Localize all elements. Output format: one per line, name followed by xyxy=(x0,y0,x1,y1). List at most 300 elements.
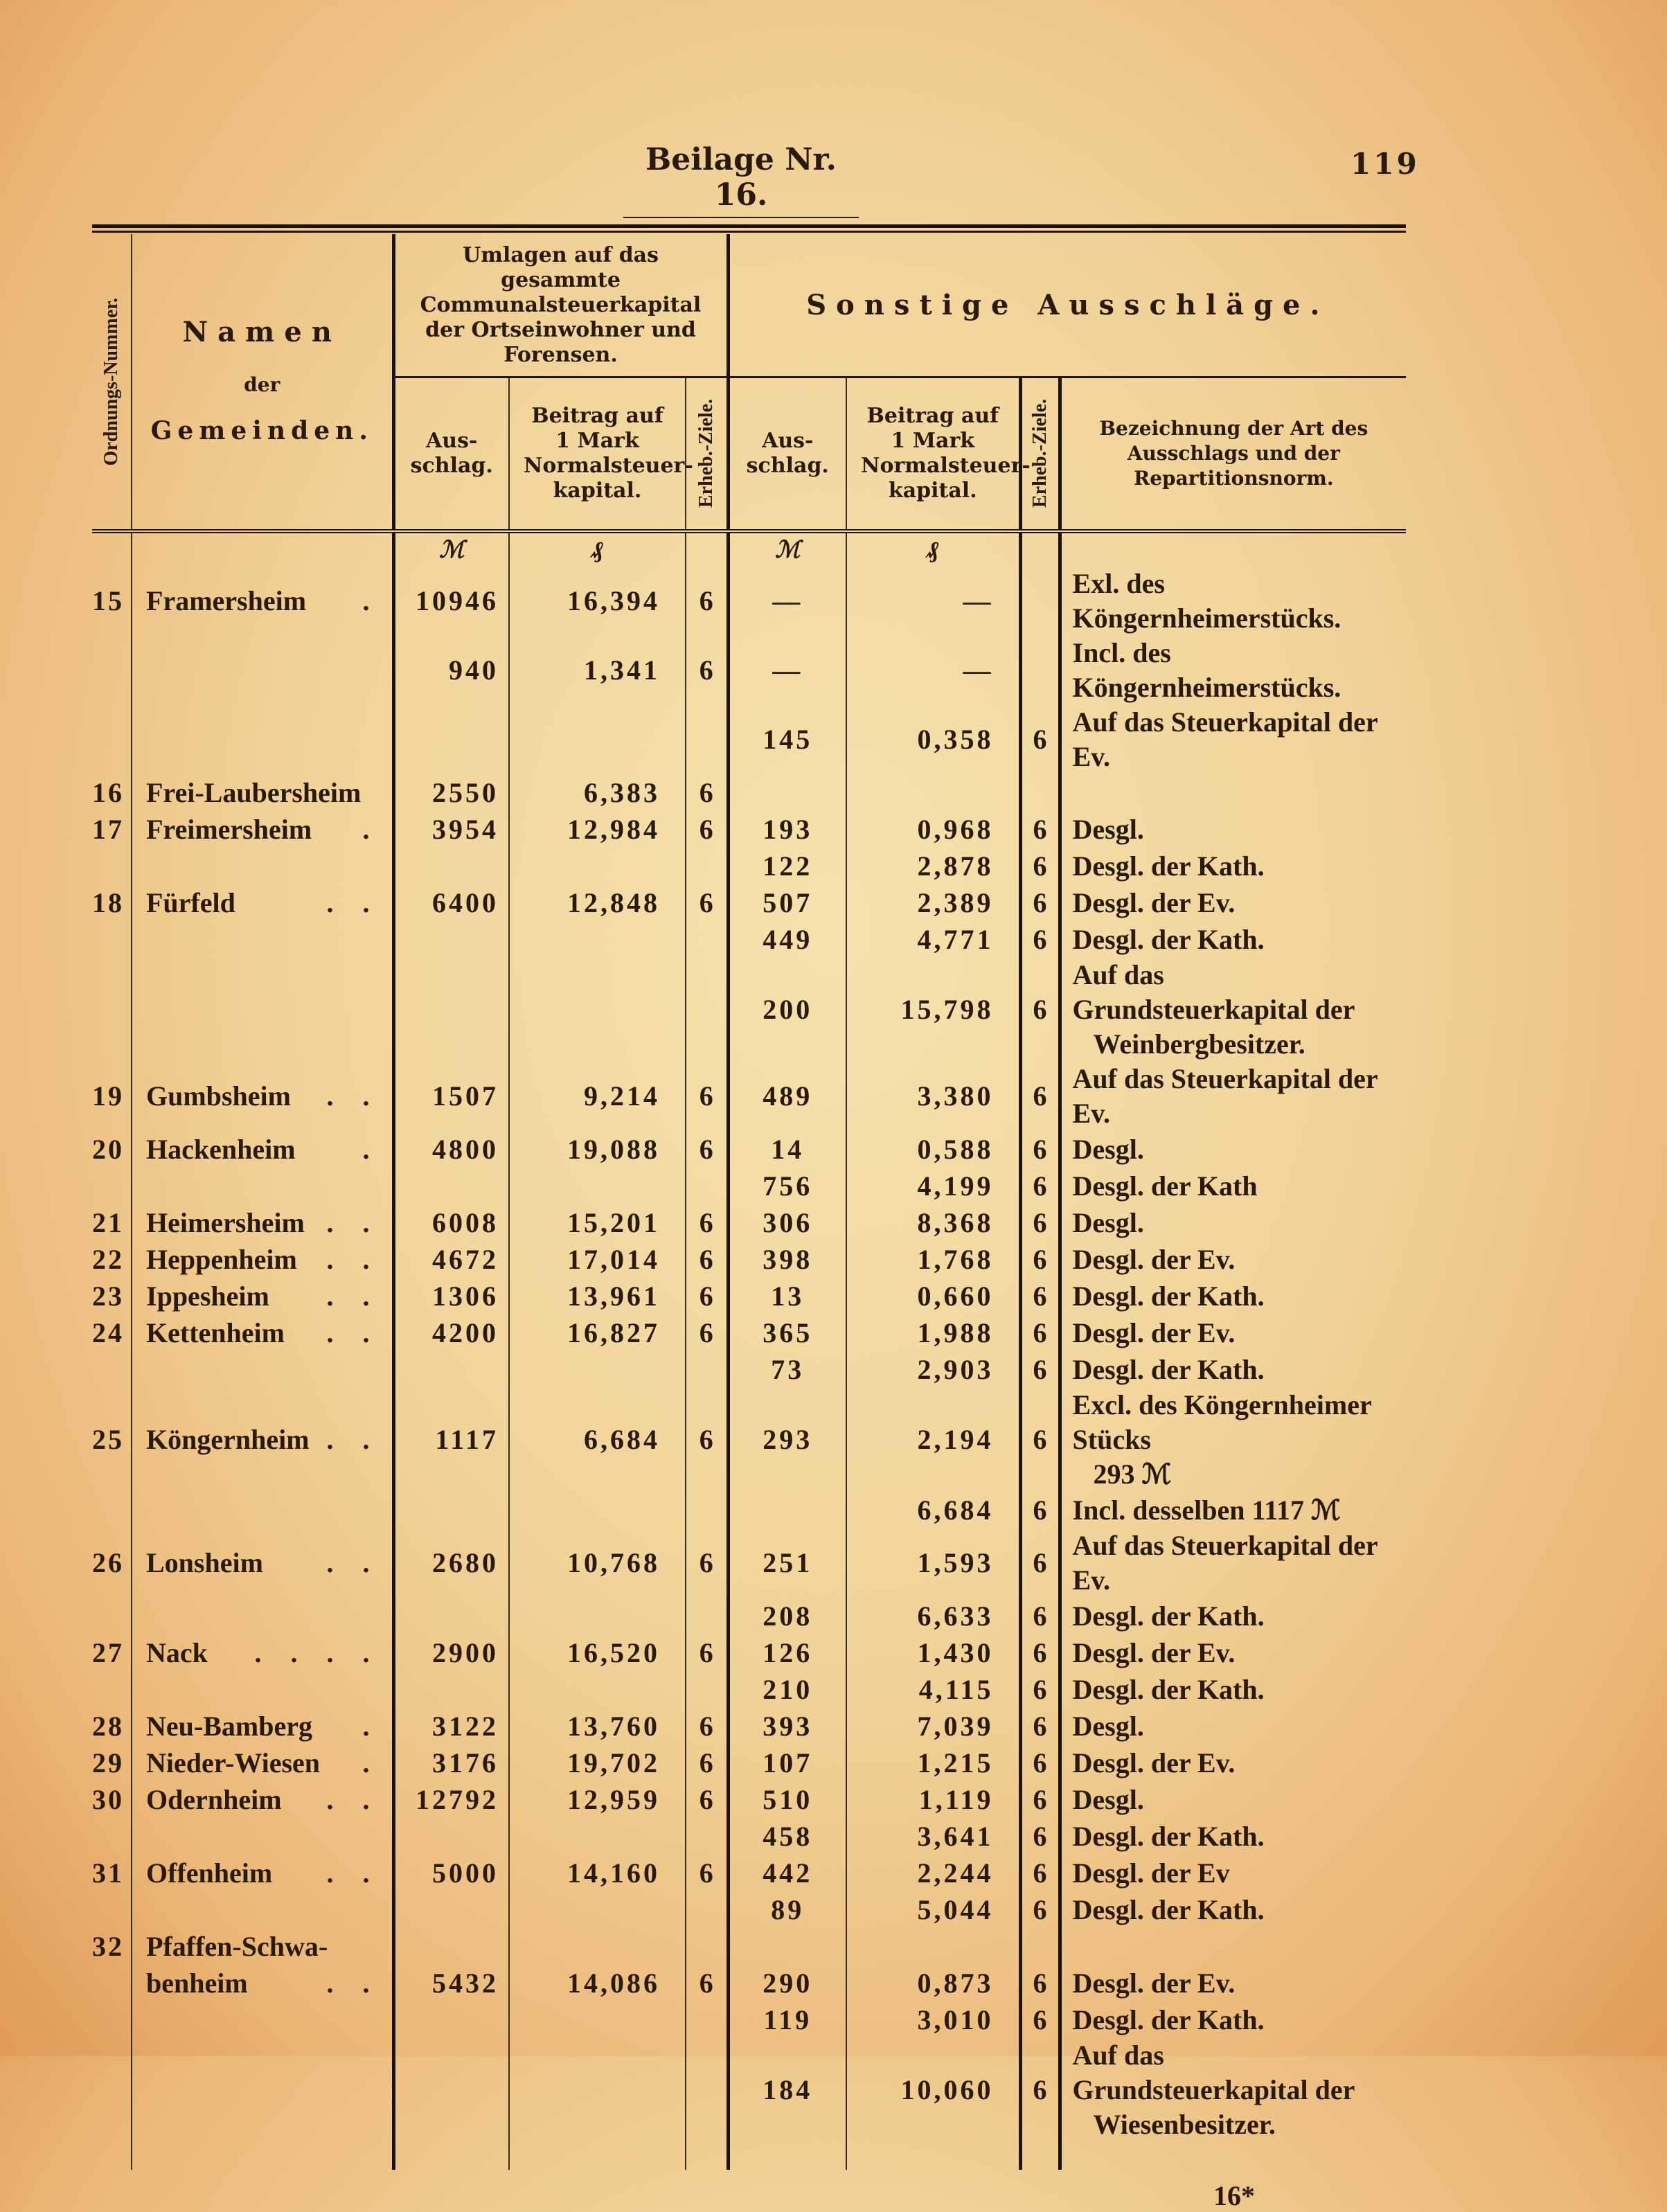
description-line: Desgl. der Kath. xyxy=(1072,923,1265,955)
bezeichnung xyxy=(1060,958,1406,1062)
table-row xyxy=(92,705,1406,774)
municipality-name xyxy=(132,2038,393,2142)
sonstige-ausschlag: 489 xyxy=(728,1062,846,1131)
table-row xyxy=(92,1781,1406,1818)
row-number: 16 xyxy=(92,774,132,811)
description-line: Desgl. der Kath. xyxy=(1072,1280,1265,1312)
assessment-table xyxy=(92,234,1406,2170)
table-row xyxy=(92,1818,1406,1855)
sonstige-beitrag: 0,358 xyxy=(846,705,1020,774)
umlage-erheb-ziele: 6 xyxy=(686,636,728,705)
dot-leader: . . xyxy=(326,1857,381,1889)
dot-leader: . . xyxy=(326,1206,381,1238)
sonstige-ausschlag: 398 xyxy=(728,1241,846,1278)
bezeichnung xyxy=(1060,1131,1406,1168)
row-number: 26 xyxy=(92,1528,132,1598)
name-text: Fürfeld xyxy=(146,886,235,918)
umlage-erheb-ziele xyxy=(686,848,728,884)
sonstige-erheb-ziele: 6 xyxy=(1020,811,1060,848)
municipality-name xyxy=(132,774,393,811)
table-row xyxy=(92,1891,1406,1928)
umlage-erheb-ziele xyxy=(686,921,728,958)
municipality-name xyxy=(132,1634,393,1671)
sonstige-erheb-ziele: 6 xyxy=(1020,1062,1060,1131)
description-line: Desgl. xyxy=(1072,1783,1144,1815)
umlage-beitrag: 6,684 xyxy=(509,1388,686,1492)
sonstige-beitrag: 4,771 xyxy=(846,921,1020,958)
municipality-name xyxy=(132,1168,393,1204)
sonstige-ausschlag: 13 xyxy=(728,1278,846,1314)
municipality-name xyxy=(132,1492,393,1528)
row-number: 23 xyxy=(92,1278,132,1314)
sonstige-beitrag: 0,588 xyxy=(846,1131,1020,1168)
umlage-beitrag: 16,520 xyxy=(509,1634,686,1671)
umlage-erheb-ziele: 6 xyxy=(686,811,728,848)
sonstige-ausschlag: 119 xyxy=(728,2001,846,2038)
umlage-erheb-ziele: 6 xyxy=(686,1781,728,1818)
sonstige-ausschlag xyxy=(728,774,846,811)
dot-leader: . . xyxy=(326,1783,381,1815)
bezeichnung xyxy=(1060,1671,1406,1708)
name-text: Framersheim xyxy=(146,585,307,616)
bezeichnung xyxy=(1060,1745,1406,1781)
name-text: Lonsheim xyxy=(146,1547,263,1578)
row-number xyxy=(92,2001,132,2038)
sonstige-ausschlag: 208 xyxy=(728,1598,846,1634)
dot-leader: . . xyxy=(326,1547,381,1578)
table-row xyxy=(92,1204,1406,1241)
sonstige-ausschlag: 507 xyxy=(728,884,846,921)
row-number xyxy=(92,1351,132,1388)
sonstige-erheb-ziele: 6 xyxy=(1020,1671,1060,1708)
unit-mark: ℳ xyxy=(728,531,846,567)
sonstige-beitrag: 6,633 xyxy=(846,1598,1020,1634)
table-row xyxy=(92,1671,1406,1708)
bezeichnung xyxy=(1060,1818,1406,1855)
municipality-name xyxy=(132,1745,393,1781)
description-line: Incl. des Köngernheimerstücks. xyxy=(1072,637,1341,703)
name-text: Pfaffen-Schwa- xyxy=(146,1930,328,1962)
table-row xyxy=(92,1278,1406,1314)
description-line: Desgl. der Ev. xyxy=(1072,1747,1236,1778)
umlage-erheb-ziele xyxy=(686,1818,728,1855)
row-number: 21 xyxy=(92,1204,132,1241)
table-row xyxy=(92,1708,1406,1745)
municipality-name xyxy=(132,884,393,921)
bezeichnung xyxy=(1060,1634,1406,1671)
municipality-name xyxy=(132,2001,393,2038)
name-text: Odernheim xyxy=(146,1783,282,1815)
top-rule-thin xyxy=(92,231,1406,233)
umlage-beitrag xyxy=(509,2038,686,2142)
sonstige-beitrag: 2,244 xyxy=(846,1855,1020,1891)
sonstige-beitrag: 2,389 xyxy=(846,884,1020,921)
row-number: 30 xyxy=(92,1781,132,1818)
municipality-name xyxy=(132,636,393,705)
umlage-erheb-ziele xyxy=(686,705,728,774)
umlage-ausschlag xyxy=(393,1818,509,1855)
table-row xyxy=(92,1314,1406,1351)
umlage-beitrag xyxy=(509,1891,686,1928)
description-line: Desgl. xyxy=(1072,1206,1144,1238)
umlage-ausschlag xyxy=(393,1492,509,1528)
name-text: Heimersheim xyxy=(146,1206,305,1238)
description-line: Desgl. xyxy=(1072,813,1144,845)
table-row xyxy=(92,1928,1406,1965)
row-number: 29 xyxy=(92,1745,132,1781)
sonstige-beitrag xyxy=(846,1928,1020,1965)
sonstige-ausschlag: 510 xyxy=(728,1781,846,1818)
sonstige-ausschlag: 756 xyxy=(728,1168,846,1204)
name-text: Gumbsheim xyxy=(146,1080,291,1112)
umlage-ausschlag xyxy=(393,1351,509,1388)
description-line: Weinbergbesitzer. xyxy=(1093,1028,1305,1060)
municipality-name xyxy=(132,1241,393,1278)
umlage-ausschlag xyxy=(393,705,509,774)
umlage-erheb-ziele: 6 xyxy=(686,1388,728,1492)
row-number xyxy=(92,705,132,774)
umlage-beitrag xyxy=(509,958,686,1062)
row-number xyxy=(92,958,132,1062)
umlage-beitrag xyxy=(509,1671,686,1708)
sonstige-erheb-ziele: 6 xyxy=(1020,2001,1060,2038)
bezeichnung xyxy=(1060,811,1406,848)
sonstige-ausschlag: 200 xyxy=(728,958,846,1062)
sonstige-ausschlag: 89 xyxy=(728,1891,846,1928)
municipality-name xyxy=(132,1528,393,1598)
description-line: Excl. des Köngernheimer Stücks xyxy=(1072,1389,1371,1455)
unit-cell xyxy=(1060,531,1406,567)
umlage-erheb-ziele xyxy=(686,1891,728,1928)
table-row xyxy=(92,1062,1406,1131)
umlage-ausschlag: 1507 xyxy=(393,1062,509,1131)
umlage-ausschlag xyxy=(393,2038,509,2142)
sonstige-ausschlag xyxy=(728,1928,846,1965)
unit-cell xyxy=(92,531,132,567)
umlage-ausschlag: 5432 xyxy=(393,1965,509,2001)
sonstige-beitrag: 0,968 xyxy=(846,811,1020,848)
sonstige-erheb-ziele: 6 xyxy=(1020,1204,1060,1241)
umlage-ausschlag xyxy=(393,958,509,1062)
umlage-beitrag: 12,959 xyxy=(509,1781,686,1818)
sonstige-beitrag: 7,039 xyxy=(846,1708,1020,1745)
description-line: Desgl. der Kath. xyxy=(1072,1353,1265,1385)
row-number xyxy=(92,636,132,705)
sonstige-erheb-ziele: 6 xyxy=(1020,1314,1060,1351)
unit-pfennig: ₰ xyxy=(509,531,686,567)
municipality-name xyxy=(132,705,393,774)
row-number xyxy=(92,1891,132,1928)
sonstige-ausschlag: — xyxy=(728,636,846,705)
row-number xyxy=(92,1492,132,1528)
table-row xyxy=(92,1745,1406,1781)
name-text: Neu-Bamberg xyxy=(146,1710,312,1742)
sonstige-erheb-ziele: 6 xyxy=(1020,1168,1060,1204)
umlage-ausschlag xyxy=(393,2001,509,2038)
table-row xyxy=(92,567,1406,636)
top-rule xyxy=(92,224,1406,228)
dot-leader: . . xyxy=(326,1243,381,1275)
sonstige-beitrag: 2,903 xyxy=(846,1351,1020,1388)
umlage-beitrag: 14,086 xyxy=(509,1965,686,2001)
umlage-beitrag: 19,702 xyxy=(509,1745,686,1781)
dot-leader: . . xyxy=(326,1967,381,1999)
sonstige-ausschlag: 210 xyxy=(728,1671,846,1708)
umlage-erheb-ziele xyxy=(686,1168,728,1204)
umlage-beitrag: 13,760 xyxy=(509,1708,686,1745)
bezeichnung xyxy=(1060,2001,1406,2038)
row-number xyxy=(92,2038,132,2142)
row-number: 19 xyxy=(92,1062,132,1131)
table-row xyxy=(92,1131,1406,1168)
description-line: Wiesenbesitzer. xyxy=(1093,2109,1276,2140)
sonstige-ausschlag: 365 xyxy=(728,1314,846,1351)
unit-cell xyxy=(686,531,728,567)
sonstige-beitrag: 4,199 xyxy=(846,1168,1020,1204)
umlage-ausschlag: 4800 xyxy=(393,1131,509,1168)
sonstige-ausschlag: 145 xyxy=(728,705,846,774)
unit-pfennig: ₰ xyxy=(846,531,1020,567)
table-row xyxy=(92,1168,1406,1204)
table-row xyxy=(92,1598,1406,1634)
sonstige-beitrag: 6,684 xyxy=(846,1492,1020,1528)
umlage-ausschlag xyxy=(393,1598,509,1634)
municipality-name xyxy=(132,1928,393,1965)
municipality-name xyxy=(132,1388,393,1492)
bezeichnung xyxy=(1060,1891,1406,1928)
umlage-beitrag: 16,394 xyxy=(509,567,686,636)
umlage-ausschlag: 2550 xyxy=(393,774,509,811)
municipality-name xyxy=(132,1598,393,1634)
sonstige-erheb-ziele: 6 xyxy=(1020,1781,1060,1818)
row-number: 17 xyxy=(92,811,132,848)
table-row xyxy=(92,1965,1406,2001)
bezeichnung xyxy=(1060,636,1406,705)
sonstige-erheb-ziele xyxy=(1020,774,1060,811)
umlage-erheb-ziele xyxy=(686,1928,728,1965)
row-number: 31 xyxy=(92,1855,132,1891)
umlage-beitrag xyxy=(509,1351,686,1388)
row-number: 15 xyxy=(92,567,132,636)
name-text: Ippesheim xyxy=(146,1280,269,1312)
description-line: Auf das Grundsteuerkapital der xyxy=(1072,959,1355,1025)
table-row xyxy=(92,1528,1406,1598)
sonstige-beitrag xyxy=(846,774,1020,811)
table-row xyxy=(92,958,1406,1062)
table-row xyxy=(92,1855,1406,1891)
umlage-erheb-ziele: 6 xyxy=(686,1278,728,1314)
umlage-beitrag xyxy=(509,921,686,958)
umlage-beitrag: 14,160 xyxy=(509,1855,686,1891)
description-line: Desgl. der Ev. xyxy=(1072,1243,1236,1275)
sonstige-erheb-ziele: 6 xyxy=(1020,1855,1060,1891)
bezeichnung xyxy=(1060,1388,1406,1492)
description-line: Desgl. der Kath. xyxy=(1072,2004,1265,2035)
description-line: Desgl. xyxy=(1072,1133,1144,1165)
sonstige-erheb-ziele: 6 xyxy=(1020,1891,1060,1928)
sonstige-ausschlag: 442 xyxy=(728,1855,846,1891)
umlage-beitrag xyxy=(509,1928,686,1965)
description-line: Desgl. der Kath. xyxy=(1072,1893,1265,1925)
sonstige-erheb-ziele: 6 xyxy=(1020,1131,1060,1168)
umlage-erheb-ziele xyxy=(686,1671,728,1708)
row-number xyxy=(92,1598,132,1634)
name-text: Frei-Laubersheim xyxy=(146,776,362,808)
header-beitrag-1: Beitrag auf 1 Mark Normalsteuer- kapital. xyxy=(509,377,686,532)
umlage-beitrag xyxy=(509,1168,686,1204)
umlage-ausschlag: 4672 xyxy=(393,1241,509,1278)
dot-leader: . xyxy=(362,1133,381,1165)
bezeichnung xyxy=(1060,1528,1406,1598)
umlage-ausschlag: 1306 xyxy=(393,1278,509,1314)
bezeichnung xyxy=(1060,1708,1406,1745)
bezeichnung xyxy=(1060,1062,1406,1131)
sonstige-ausschlag: 184 xyxy=(728,2038,846,2142)
umlage-ausschlag: 3176 xyxy=(393,1745,509,1781)
sonstige-erheb-ziele: 6 xyxy=(1020,1388,1060,1492)
bezeichnung xyxy=(1060,567,1406,636)
sonstige-erheb-ziele: 6 xyxy=(1020,1634,1060,1671)
umlage-beitrag: 19,088 xyxy=(509,1131,686,1168)
umlage-ausschlag: 2680 xyxy=(393,1528,509,1598)
sonstige-erheb-ziele: 6 xyxy=(1020,2038,1060,2142)
table-row xyxy=(92,636,1406,705)
table-row xyxy=(92,2001,1406,2038)
row-number xyxy=(92,1965,132,2001)
umlage-beitrag: 17,014 xyxy=(509,1241,686,1278)
dot-leader: . . xyxy=(326,886,381,918)
umlage-ausschlag: 3954 xyxy=(393,811,509,848)
sonstige-beitrag: 3,641 xyxy=(846,1818,1020,1855)
bezeichnung xyxy=(1060,1965,1406,2001)
sonstige-erheb-ziele xyxy=(1020,567,1060,636)
umlage-ausschlag: 12792 xyxy=(393,1781,509,1818)
sonstige-erheb-ziele: 6 xyxy=(1020,1528,1060,1598)
sonstige-erheb-ziele: 6 xyxy=(1020,1818,1060,1855)
bezeichnung xyxy=(1060,1278,1406,1314)
table-row xyxy=(92,2038,1406,2142)
municipality-name xyxy=(132,1708,393,1745)
umlage-beitrag: 12,984 xyxy=(509,811,686,848)
umlage-ausschlag xyxy=(393,1891,509,1928)
description-line: Desgl. der Kath xyxy=(1072,1170,1258,1202)
umlage-erheb-ziele xyxy=(686,2038,728,2142)
description-line: Desgl. der Ev xyxy=(1072,1857,1230,1889)
municipality-name xyxy=(132,1131,393,1168)
row-number: 22 xyxy=(92,1241,132,1278)
sonstige-beitrag: 1,430 xyxy=(846,1634,1020,1671)
umlage-ausschlag: 940 xyxy=(393,636,509,705)
umlage-erheb-ziele: 6 xyxy=(686,1528,728,1598)
umlage-beitrag: 10,768 xyxy=(509,1528,686,1598)
sonstige-ausschlag: 251 xyxy=(728,1528,846,1598)
sonstige-beitrag: 1,768 xyxy=(846,1241,1020,1278)
header-ordnungs-nummer: Ordnungs-Nummer. xyxy=(92,234,132,531)
sonstige-beitrag: 1,988 xyxy=(846,1314,1020,1351)
umlage-beitrag xyxy=(509,1492,686,1528)
bezeichnung xyxy=(1060,1314,1406,1351)
description-line: Auf das Steuerkapital der Ev. xyxy=(1072,706,1378,772)
umlage-ausschlag: 1117 xyxy=(393,1388,509,1492)
sonstige-ausschlag: — xyxy=(728,567,846,636)
umlage-ausschlag xyxy=(393,1671,509,1708)
header-ausschlag-2: Aus- schlag. xyxy=(728,377,846,532)
umlage-ausschlag: 5000 xyxy=(393,1855,509,1891)
bezeichnung xyxy=(1060,1598,1406,1634)
bezeichnung xyxy=(1060,884,1406,921)
umlage-ausschlag: 6008 xyxy=(393,1204,509,1241)
bezeichnung xyxy=(1060,1492,1406,1528)
description-line: Desgl. der Kath. xyxy=(1072,1673,1265,1705)
municipality-name xyxy=(132,567,393,636)
row-number: 20 xyxy=(92,1131,132,1168)
row-number: 24 xyxy=(92,1314,132,1351)
table-row xyxy=(92,884,1406,921)
umlage-ausschlag xyxy=(393,848,509,884)
umlage-beitrag xyxy=(509,848,686,884)
bezeichnung xyxy=(1060,1781,1406,1818)
umlage-ausschlag xyxy=(393,921,509,958)
sonstige-ausschlag: 306 xyxy=(728,1204,846,1241)
row-number xyxy=(92,1818,132,1855)
bezeichnung xyxy=(1060,1928,1406,1965)
dot-leader: . xyxy=(362,1747,381,1778)
bezeichnung xyxy=(1060,848,1406,884)
municipality-name xyxy=(132,848,393,884)
municipality-name xyxy=(132,1818,393,1855)
sonstige-beitrag: — xyxy=(846,636,1020,705)
municipality-name xyxy=(132,1062,393,1131)
dot-leader: . xyxy=(362,585,381,616)
umlage-erheb-ziele: 6 xyxy=(686,1965,728,2001)
sonstige-beitrag: 5,044 xyxy=(846,1891,1020,1928)
umlage-beitrag: 12,848 xyxy=(509,884,686,921)
bezeichnung xyxy=(1060,1351,1406,1388)
umlage-erheb-ziele: 6 xyxy=(686,1131,728,1168)
sonstige-beitrag: 3,380 xyxy=(846,1062,1020,1131)
table-row xyxy=(92,1492,1406,1528)
bezeichnung xyxy=(1060,1168,1406,1204)
header-erheb-ziele-1: Erheb.-Ziele. xyxy=(686,377,728,532)
municipality-name xyxy=(132,958,393,1062)
description-line: Desgl. der Ev. xyxy=(1072,886,1236,918)
umlage-beitrag: 1,341 xyxy=(509,636,686,705)
table-row xyxy=(92,774,1406,811)
sonstige-beitrag: 2,194 xyxy=(846,1388,1020,1492)
table-row xyxy=(92,1241,1406,1278)
sonstige-beitrag: 1,215 xyxy=(846,1745,1020,1781)
sonstige-erheb-ziele: 6 xyxy=(1020,1278,1060,1314)
description-line: Desgl. xyxy=(1072,1710,1144,1742)
sonstige-beitrag: 0,660 xyxy=(846,1278,1020,1314)
umlage-erheb-ziele: 6 xyxy=(686,1855,728,1891)
sonstige-erheb-ziele: 6 xyxy=(1020,1241,1060,1278)
table-row xyxy=(92,848,1406,884)
umlage-erheb-ziele xyxy=(686,958,728,1062)
bezeichnung xyxy=(1060,774,1406,811)
header-namen: Namen der Gemeinden. xyxy=(132,234,393,531)
unit-cell xyxy=(132,531,393,567)
umlage-erheb-ziele: 6 xyxy=(686,1241,728,1278)
municipality-name xyxy=(132,1351,393,1388)
umlage-beitrag xyxy=(509,2001,686,2038)
description-line: Desgl. der Ev. xyxy=(1072,1967,1236,1999)
sonstige-beitrag: 4,115 xyxy=(846,1671,1020,1708)
name-text: Heppenheim xyxy=(146,1243,297,1275)
sonstige-beitrag: 3,010 xyxy=(846,2001,1020,2038)
table-row xyxy=(92,811,1406,848)
name-text: Kettenheim xyxy=(146,1317,285,1348)
